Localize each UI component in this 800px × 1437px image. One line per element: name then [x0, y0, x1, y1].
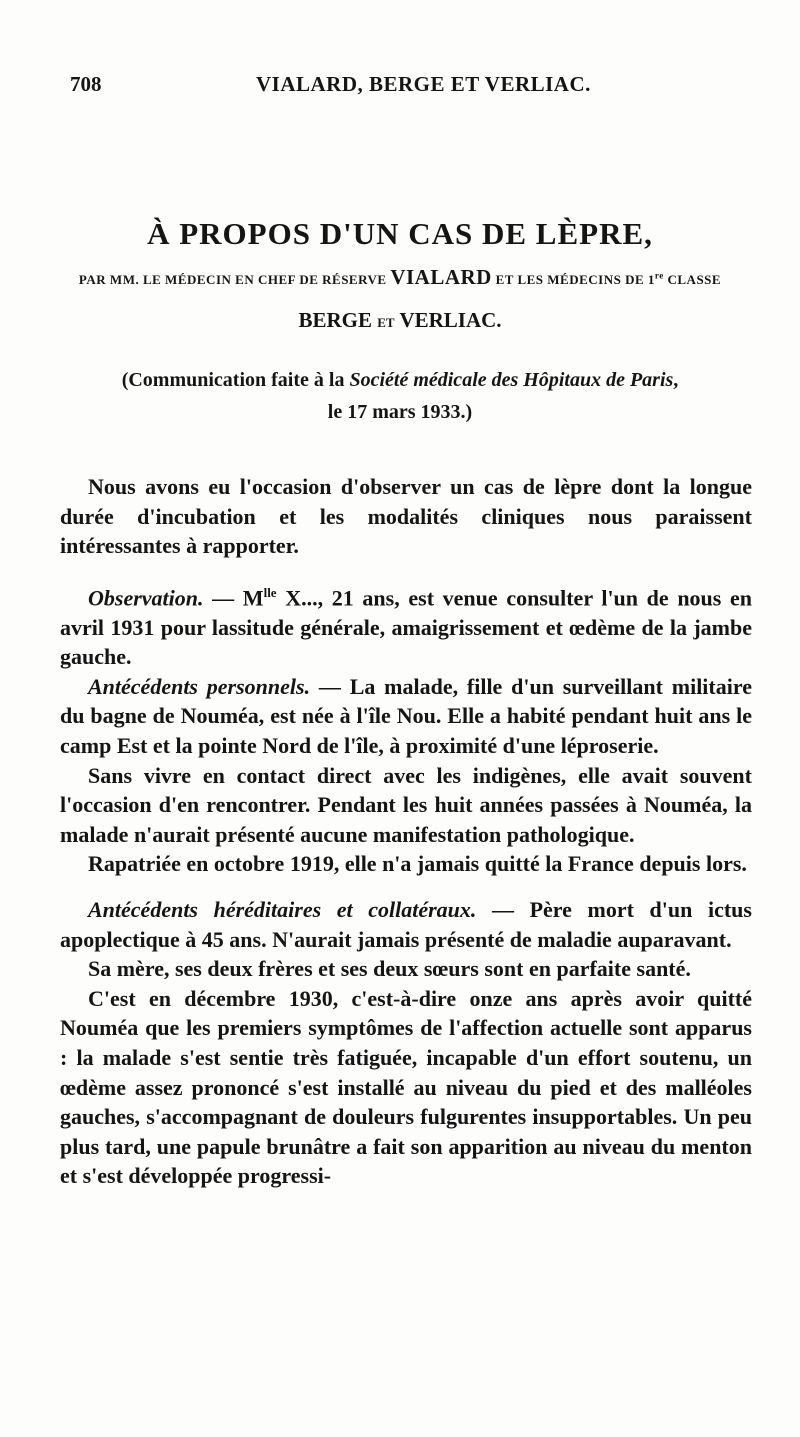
personal-history-text: — La malade, fille d'un surveillant militaire du bagne de Nouméa, est née à l'île Nou. Elle a habité pendant huit ans le camp Est et la pointe Nord de l'île, à proximité d'une léproserie.: [60, 673, 752, 759]
authors-middle: ET LES MÉDECINS DE 1: [495, 272, 655, 287]
paragraph-observation: [60, 578, 752, 672]
paragraph-personal-history: [60, 672, 752, 761]
author-berge: BERGE: [298, 308, 372, 332]
society-name: Société médicale des Hôpitaux de Paris: [349, 369, 674, 391]
authors-prefix: PAR MM. LE MÉDECIN EN CHEF DE RÉSERVE: [78, 272, 387, 287]
communication-date: le 17 mars 1933.): [327, 401, 473, 423]
authors-superscript: re: [654, 270, 664, 281]
running-title: VIALARD, BERGE ET VERLIAC.: [256, 72, 591, 96]
family-history-label: Antécédents héréditaires et collatéraux.: [88, 897, 477, 923]
observation-label: Observation.: [88, 585, 204, 611]
article-body: [60, 472, 752, 1191]
authors-conjunction: ET: [377, 315, 395, 330]
observation-text: X..., 21 ans, est venue consulter l'un de nous en avril 1931 pour lassitude générale, amaigrissement et œdème de la jambe gauche.: [60, 585, 753, 670]
paragraph-repatriation: Rapatriée en octobre 1919, elle n'a jamais quitté la France depuis lors.: [88, 851, 747, 877]
observation-superscript: lle: [263, 584, 277, 600]
paragraph-family-history: [60, 895, 752, 954]
paragraph-symptoms: C'est en décembre 1930, c'est-à-dire onze ans après avoir quitté Nouméa que les premiers symptômes de l'affection actuelle sont apparus : la malade s'est sentie très fatiguée, incapable d'un effort soutenu, un œdème assez prononcé s'est installé au niveau du pied et des malléoles gauches, s'accompagnant de douleurs fulgurentes insupportables. Un peu plus tard, une papule brunâtre a fait son apparition au niveau du menton et s'est développée progressi-: [60, 985, 752, 1189]
paragraph-contact: Sans vivre en contact direct avec les indigènes, elle avait souvent l'occasion d'en rencontrer. Pendant les huit années passées à Nouméa, la malade n'aurait présenté aucune manifestation pathologique.: [60, 762, 752, 847]
author-verliac: VERLIAC.: [399, 308, 502, 332]
observation-dash: — M: [203, 585, 264, 611]
personal-history-label: Antécédents personnels.: [88, 673, 311, 699]
authors-line: [50, 265, 750, 290]
communication-open: (Communication faite à la: [121, 369, 345, 391]
communication-comma: ,: [673, 369, 679, 391]
article-title: À PROPOS D'UN CAS DE LÈPRE,: [147, 216, 653, 251]
authors-line-2: [0, 308, 800, 333]
page-number: 708: [70, 72, 102, 96]
authors-suffix: CLASSE: [667, 272, 722, 287]
communication-note: [0, 364, 800, 428]
author-vialard: VIALARD: [390, 265, 492, 289]
page-header: [70, 72, 730, 102]
paragraph-family-health: Sa mère, ses deux frères et ses deux sœurs sont en parfaite santé.: [88, 956, 691, 982]
paragraph-intro: Nous avons eu l'occasion d'observer un cas de lèpre dont la longue durée d'incubation et les modalités cliniques nous paraissent intéressantes à rapporter.: [60, 474, 752, 559]
family-history-text: — Père mort d'un ictus apoplectique à 45 ans. N'aurait jamais présenté de maladie auparavant.: [60, 897, 752, 952]
